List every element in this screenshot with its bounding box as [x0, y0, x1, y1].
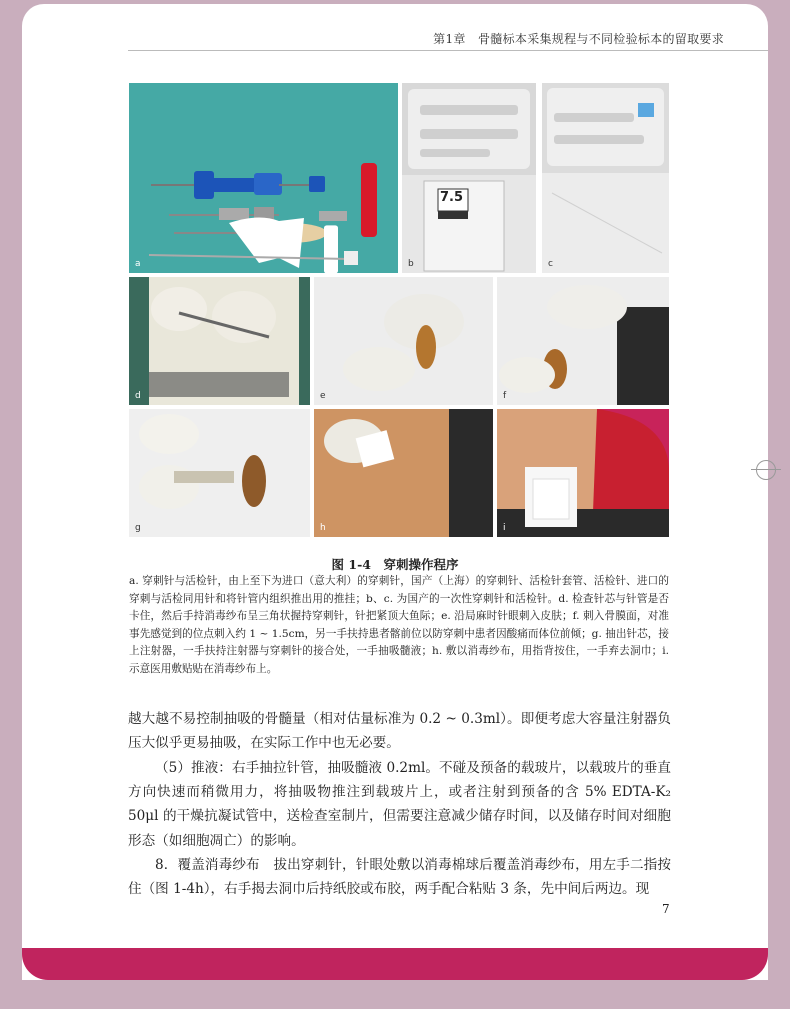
needle-size-card: 7.5 [440, 190, 464, 205]
body-paragraph-3: 8．覆盖消毒纱布 拔出穿刺针，针眼处敷以消毒棉球后覆盖消毒纱布，用左手二指按住（图 1-4h），右手揭去洞巾后持纸胶或布胶，两手配合粘贴 3 条，先中间后两边。现 [128, 857, 671, 898]
figure-panel-d [129, 277, 310, 405]
panel-label: f [503, 391, 507, 401]
page-number: 7 [662, 902, 670, 916]
bottom-color-band [22, 948, 768, 980]
panel-label: c [548, 259, 553, 269]
figure-panel-a [129, 83, 398, 273]
running-head: 第1章 骨髓标本采集规程与不同检验标本的留取要求 [433, 32, 724, 46]
panel-label: d [135, 391, 141, 401]
panel-label: h [320, 523, 326, 533]
header-rule [128, 50, 768, 51]
panel-label: i [503, 523, 506, 533]
body-paragraph-1: 越大越不易控制抽吸的骨髓量（相对估量标准为 0.2 ~ 0.3ml）。即便考虑大容量注射器负压大似乎更易抽吸，在实际工作中也无必要。 [128, 711, 671, 752]
figure-panel-b [402, 83, 536, 273]
figure-panel-c [542, 83, 669, 273]
figure-caption-title: 图 1-4 穿刺操作程序 [331, 557, 459, 572]
body-paragraph-2: （5）推液：右手抽拉针管，抽吸髓液 0.2ml。不碰及预备的载玻片，以载玻片的垂直方向快速而稍微用力，将抽吸物推注到载玻片上，或者注射到预备的含 5% EDTA-K₂ 50μl 的干燥抗凝试管中，送检查室制片，但需要注意减少储存时间，以及储存时间对细胞形态（如细胞凋亡）的影响。 [128, 760, 671, 849]
figure-panel-i [497, 409, 669, 537]
figure-panel-g [129, 409, 310, 537]
figure-panel-f [497, 277, 669, 405]
panel-label: b [408, 259, 414, 269]
figure-panel-h [314, 409, 493, 537]
figure-panel-e [314, 277, 493, 405]
figure-caption-body: a. 穿刺针与活检针，由上至下为进口（意大利）的穿刺针，国产（上海）的穿刺针、活检针套管、活检针、进口的穿刺与活检同用针和将针管内组织推出用的推挂；b、c. 为国产的一次性穿刺针和活检针。d. 检查针芯与针管是否卡住，然后手持消毒纱布呈三角状握持穿刺针，针把紧顶大鱼际；e. 沿局麻时针眼刺入皮肤；f. 刺入骨膜面，对准事先感觉到的位点刺入约 1 ~ 1.5cm，另一手扶持患者髂前位以防穿刺中患者因酸痛而体位前倾；g. 抽出针芯，接上注射器，一手扶持注射器与穿刺针的接合处，一手抽吸髓液；h. 敷以消毒纱布，用指背按住，一手弃去洞巾；i. 示意医用敷贴贴在消毒纱布上。 [129, 575, 669, 675]
panel-label: e [320, 391, 326, 401]
panel-label: g [135, 523, 141, 533]
panel-label: a [135, 259, 141, 269]
registration-mark-icon [756, 460, 776, 480]
